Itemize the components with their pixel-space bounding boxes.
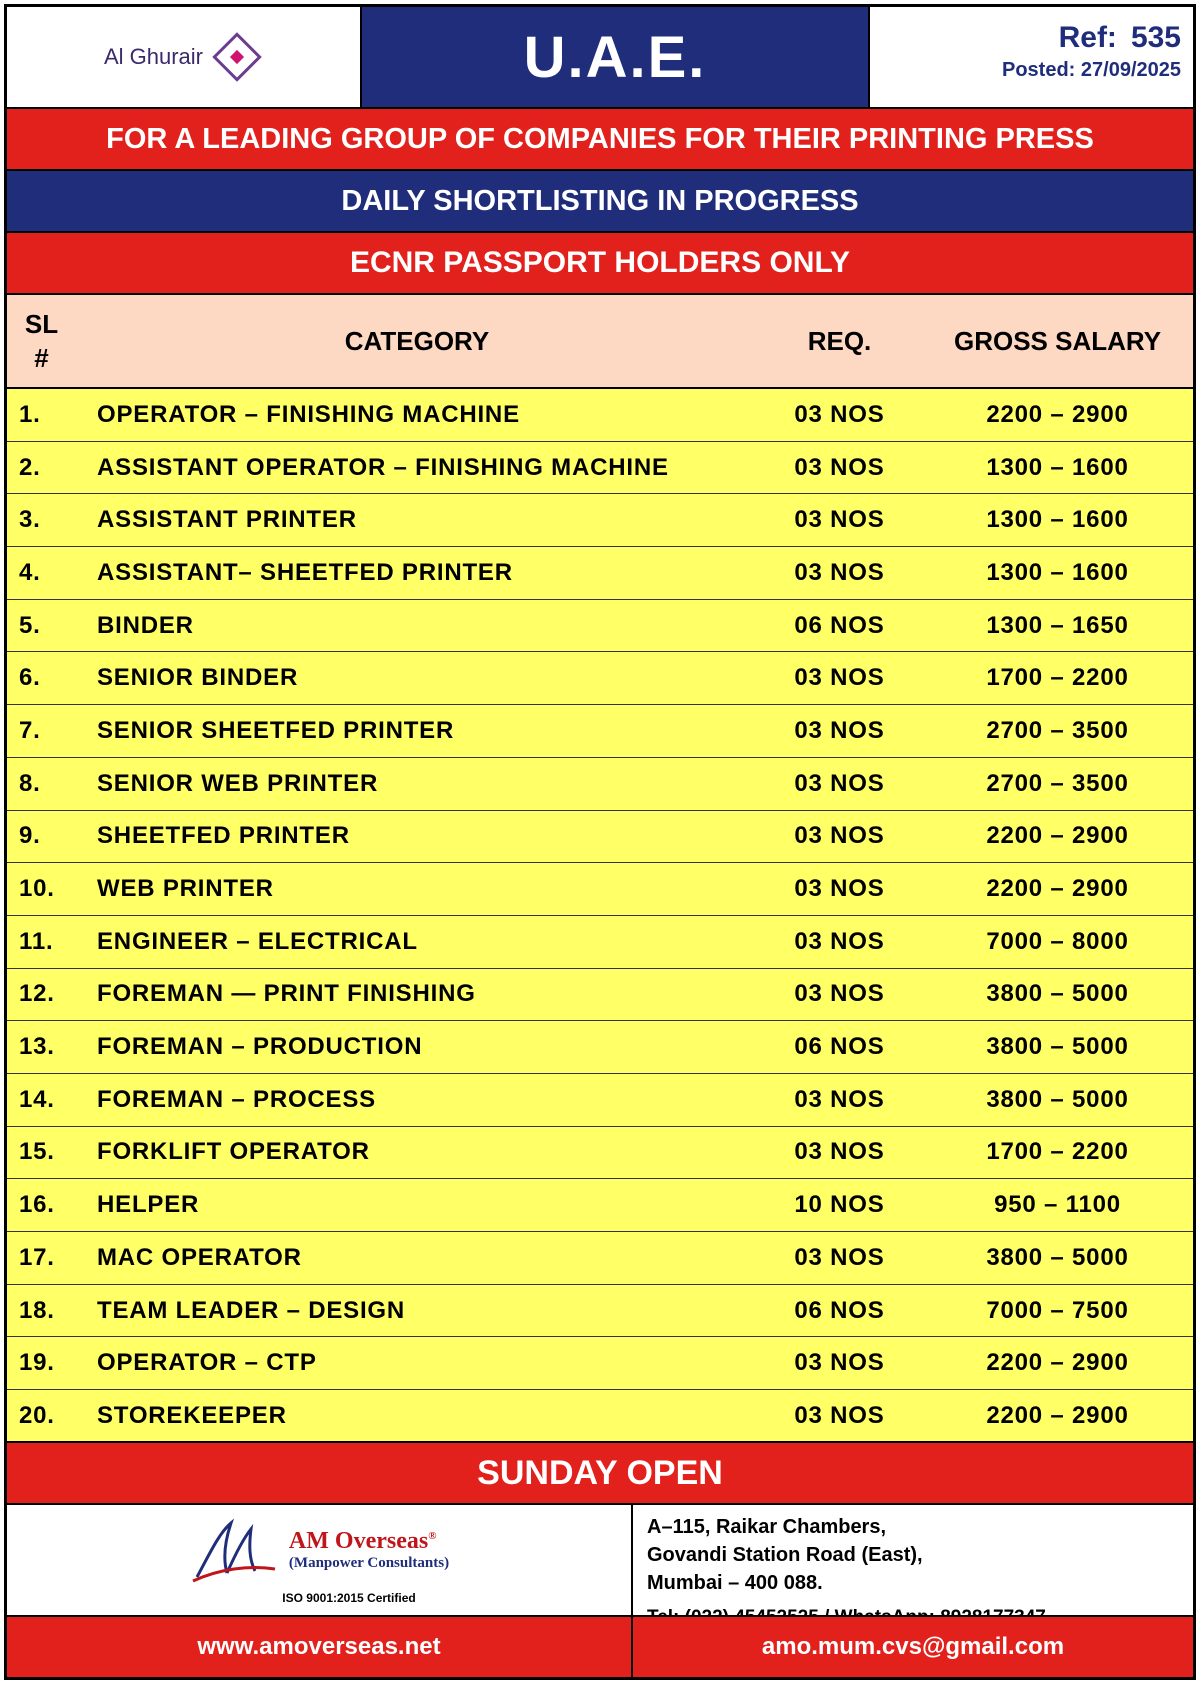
- header-category: CATEGORY: [344, 325, 490, 356]
- row-category: STOREKEEPER: [97, 1401, 287, 1429]
- table-row: [7, 1337, 1193, 1390]
- agency-name-text: AM Overseas: [288, 1528, 429, 1554]
- row-req: 06 NOS: [794, 1033, 885, 1061]
- header: [7, 7, 1193, 107]
- table-row: [7, 1390, 1193, 1443]
- row-salary: 950 – 1100: [994, 1191, 1121, 1219]
- agency-subtitle: (Manpower Consultants): [288, 1555, 450, 1571]
- footer: [7, 1503, 1193, 1615]
- row-category: FORKLIFT OPERATOR: [97, 1138, 370, 1166]
- row-sl: 3.: [19, 506, 41, 534]
- table-row: [7, 758, 1193, 811]
- table-row: [7, 705, 1193, 758]
- row-salary: 2200 – 2900: [986, 875, 1129, 903]
- row-category: WEB PRINTER: [97, 875, 274, 903]
- row-req: 10 NOS: [794, 1191, 885, 1219]
- contact-block: [633, 1505, 1193, 1615]
- row-category: FOREMAN – PRODUCTION: [97, 1033, 423, 1061]
- row-req: 06 NOS: [794, 1296, 885, 1324]
- table-row: [7, 811, 1193, 864]
- client-logo: [7, 7, 362, 107]
- table-row: [7, 442, 1193, 495]
- agency-block: [7, 1505, 633, 1615]
- row-salary: 2700 – 3500: [986, 769, 1129, 797]
- row-salary: 3800 – 5000: [986, 980, 1129, 1008]
- iso-certification: ISO 9001:2015 Certified: [282, 1591, 416, 1605]
- agency-text: [289, 1528, 449, 1572]
- table-row: [7, 652, 1193, 705]
- sunday-open-banner: SUNDAY OPEN: [7, 1441, 1193, 1503]
- header-req: REQ.: [807, 325, 872, 356]
- table-row: [7, 1232, 1193, 1285]
- header-sl: [7, 295, 77, 387]
- row-sl: 15.: [19, 1138, 55, 1166]
- row-salary: 7000 – 7500: [986, 1296, 1129, 1324]
- table-row: [7, 389, 1193, 442]
- row-category: BINDER: [97, 611, 194, 639]
- row-category: ASSISTANT OPERATOR – FINISHING MACHINE: [97, 453, 669, 481]
- table-row: [7, 1127, 1193, 1180]
- row-salary: 1300 – 1650: [986, 611, 1129, 639]
- row-sl: 7.: [19, 716, 41, 744]
- row-req: 06 NOS: [794, 611, 885, 639]
- table-row: [7, 494, 1193, 547]
- row-sl: 6.: [19, 664, 41, 692]
- row-sl: 9.: [19, 822, 41, 850]
- row-req: 03 NOS: [794, 453, 885, 481]
- posted-date: Posted: 27/09/2025: [1002, 59, 1181, 81]
- shortlisting-banner: DAILY SHORTLISTING IN PROGRESS: [7, 169, 1193, 231]
- row-salary: 1300 – 1600: [986, 558, 1129, 586]
- row-category: SHEETFED PRINTER: [97, 822, 350, 850]
- ref-label: Ref:: [1058, 21, 1117, 54]
- row-salary: 7000 – 8000: [986, 927, 1129, 955]
- row-req: 03 NOS: [794, 716, 885, 744]
- row-req: 03 NOS: [794, 400, 885, 428]
- row-salary: 3800 – 5000: [986, 1243, 1129, 1271]
- row-salary: 2200 – 2900: [986, 1349, 1129, 1377]
- row-category: FOREMAN – PROCESS: [97, 1085, 376, 1113]
- table-row: [7, 1074, 1193, 1127]
- row-req: 03 NOS: [794, 1243, 885, 1271]
- email-link[interactable]: amo.mum.cvs@gmail.com: [761, 1633, 1065, 1660]
- row-sl: 1.: [19, 400, 41, 428]
- row-req: 03 NOS: [794, 558, 885, 586]
- table-row: [7, 916, 1193, 969]
- row-salary: 2200 – 2900: [986, 400, 1129, 428]
- table-row: [7, 863, 1193, 916]
- row-req: 03 NOS: [794, 1138, 885, 1166]
- row-req: 03 NOS: [794, 506, 885, 534]
- passport-banner: ECNR PASSPORT HOLDERS ONLY: [7, 231, 1193, 293]
- row-sl: 18.: [19, 1296, 55, 1324]
- website-link[interactable]: www.amoverseas.net: [7, 1617, 633, 1677]
- row-sl: 2.: [19, 453, 41, 481]
- row-category: HELPER: [97, 1191, 200, 1219]
- row-salary: 3800 – 5000: [986, 1033, 1129, 1061]
- row-category: FOREMAN — PRINT FINISHING: [97, 980, 476, 1008]
- job-poster: [4, 4, 1196, 1680]
- vacancy-table: [7, 293, 1193, 1443]
- row-req: 03 NOS: [794, 1401, 885, 1429]
- row-sl: 16.: [19, 1191, 55, 1219]
- row-salary: 1300 – 1600: [986, 506, 1129, 534]
- row-sl: 10.: [19, 875, 55, 903]
- row-req: 03 NOS: [794, 927, 885, 955]
- row-category: SENIOR BINDER: [97, 664, 299, 692]
- address-line-2: Govandi Station Road (East),: [647, 1544, 923, 1566]
- row-category: MAC OPERATOR: [97, 1243, 302, 1271]
- am-overseas-logo-icon: [189, 1515, 279, 1585]
- row-salary: 2200 – 2900: [986, 1401, 1129, 1429]
- row-req: 03 NOS: [794, 1085, 885, 1113]
- row-salary: 2700 – 3500: [986, 716, 1129, 744]
- agency-name: [289, 1528, 449, 1555]
- row-salary: 3800 – 5000: [986, 1085, 1129, 1113]
- client-brand-name: Al Ghurair: [103, 44, 204, 69]
- table-header: [7, 295, 1193, 389]
- header-sl-label: SL #: [24, 309, 59, 373]
- table-row: [7, 969, 1193, 1022]
- row-salary: 1700 – 2200: [986, 1138, 1129, 1166]
- table-row: [7, 1021, 1193, 1074]
- row-category: SENIOR SHEETFED PRINTER: [97, 716, 455, 744]
- table-row: [7, 1179, 1193, 1232]
- row-category: OPERATOR – CTP: [97, 1349, 317, 1377]
- diamond-logo-icon: [211, 31, 263, 83]
- row-req: 03 NOS: [794, 769, 885, 797]
- row-req: 03 NOS: [794, 822, 885, 850]
- row-sl: 20.: [19, 1401, 55, 1429]
- row-salary: 1700 – 2200: [986, 664, 1129, 692]
- address-line-1: A–115, Raikar Chambers,: [647, 1516, 887, 1538]
- reference-line: [870, 21, 1181, 55]
- row-sl: 12.: [19, 980, 55, 1008]
- row-category: OPERATOR – FINISHING MACHINE: [97, 400, 520, 428]
- row-category: ASSISTANT– SHEETFED PRINTER: [97, 558, 513, 586]
- row-category: ASSISTANT PRINTER: [97, 506, 357, 534]
- row-req: 03 NOS: [794, 980, 885, 1008]
- row-req: 03 NOS: [794, 664, 885, 692]
- address-line-3: Mumbai – 400 088.: [647, 1572, 823, 1594]
- row-sl: 17.: [19, 1243, 55, 1271]
- reference-block: [868, 7, 1193, 107]
- row-sl: 19.: [19, 1349, 55, 1377]
- table-body: [7, 389, 1193, 1443]
- table-row: [7, 547, 1193, 600]
- row-req: 03 NOS: [794, 1349, 885, 1377]
- row-category: ENGINEER – ELECTRICAL: [97, 927, 418, 955]
- row-salary: 2200 – 2900: [986, 822, 1129, 850]
- ref-number: 535: [1130, 21, 1181, 54]
- row-sl: 5.: [19, 611, 41, 639]
- row-category: TEAM LEADER – DESIGN: [97, 1296, 406, 1324]
- table-row: [7, 600, 1193, 653]
- row-salary: 1300 – 1600: [986, 453, 1129, 481]
- country-title: U.A.E.: [362, 7, 868, 107]
- company-banner: FOR A LEADING GROUP OF COMPANIES FOR THEIR PRINTING PRESS: [7, 107, 1193, 169]
- table-row: [7, 1285, 1193, 1338]
- row-category: SENIOR WEB PRINTER: [97, 769, 379, 797]
- agency-logo-row: [7, 1515, 631, 1585]
- header-salary: GROSS SALARY: [953, 325, 1162, 356]
- row-sl: 4.: [19, 558, 41, 586]
- row-sl: 13.: [19, 1033, 55, 1061]
- row-sl: 8.: [19, 769, 41, 797]
- row-sl: 14.: [19, 1085, 55, 1113]
- row-req: 03 NOS: [794, 875, 885, 903]
- registered-mark-icon: ®: [428, 1530, 437, 1542]
- contact-bar: [7, 1615, 1193, 1677]
- row-sl: 11.: [19, 927, 54, 955]
